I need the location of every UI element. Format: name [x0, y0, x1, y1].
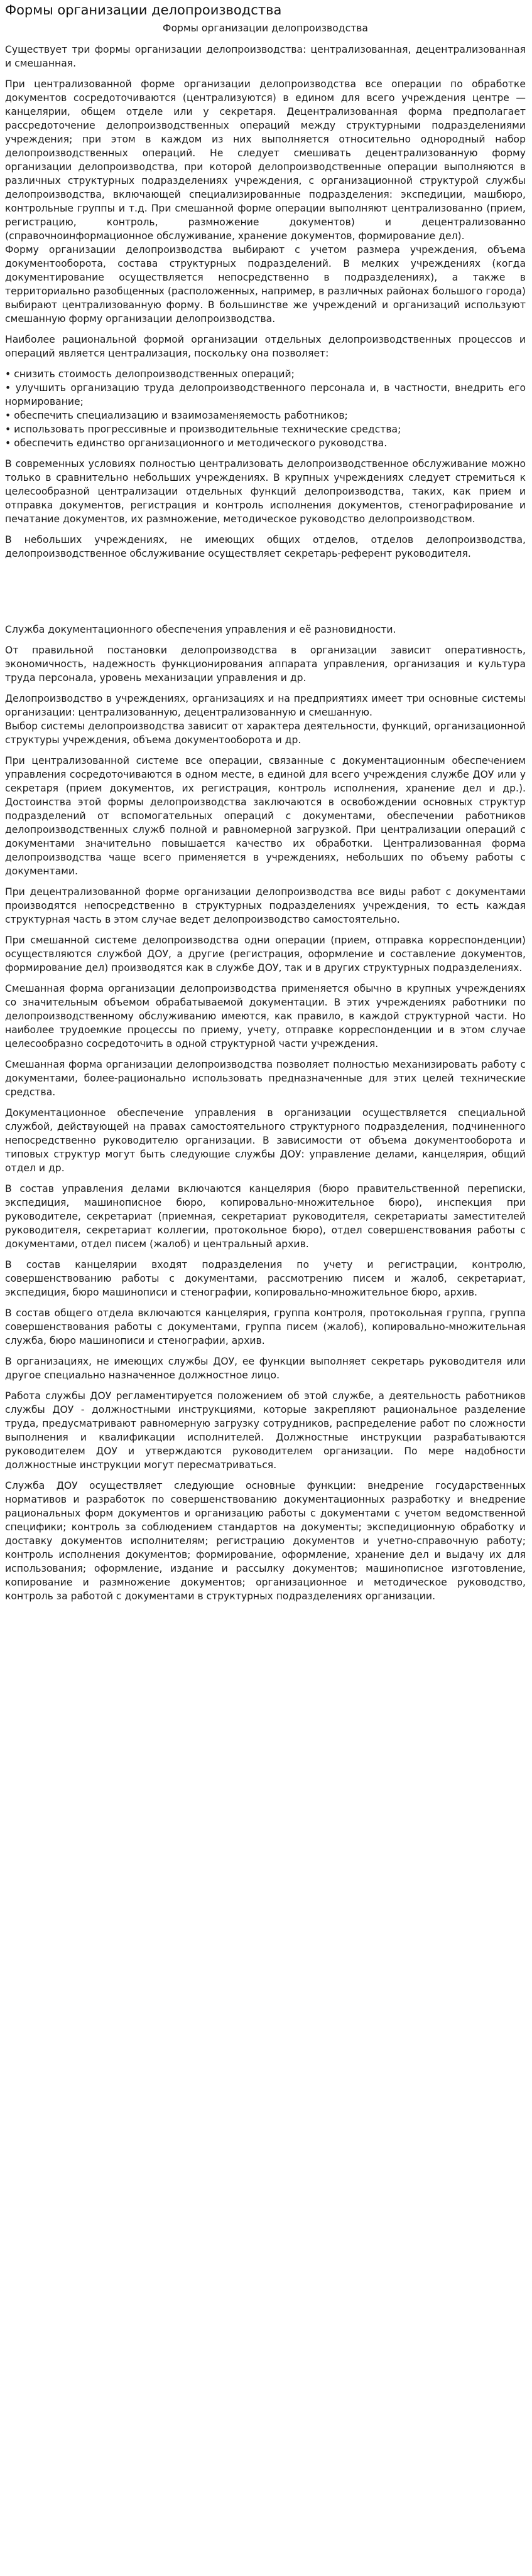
paragraph: От правильной постановки делопроизводства в организации зависит оперативность, экономичность, надежность функционирования аппарата управления, организация и культура труда персонала, уровень механизации управления и др.: [5, 645, 526, 684]
paragraph: Делопроизводство в учреждениях, организациях и на предприятиях имеет три основные системы организации: централизованную, децентрализованную и смешанную.: [5, 693, 526, 718]
list-item: • использовать прогрессивные и производительные технические средства;: [5, 424, 401, 435]
paragraph: В состав управления делами включаются канцелярия (бюро правительственной переписки, экспедиция, машинописное бюро, копировально-множительное бюро), инспекция при руководителе, секретариат (приемная, секретариат руководителя, секретариаты заместителей руководителя, секретариат коллегии, протокольное бюро), отдел совершенствования работы с документами, отдел писем (жалоб) и центральный архив.: [5, 1183, 526, 1250]
blank-space: [5, 567, 526, 623]
paragraph: Работа службы ДОУ регламентируется положением об этой службе, а деятельность работников службы ДОУ - должностными инструкциями, которые закрепляют рациональное разделение труда, предусматривают равномерную загрузку сотрудников, распределение работ по сложности выполнения и квалификации исполнителей. Должностные инструкции разрабатываются руководителем ДОУ и утверждаются руководителем организации. По мере надобности должностные инструкции могут пересматриваться.: [5, 1390, 526, 1471]
paragraph: Служба ДОУ осуществляет следующие основные функции: внедрение государственных нормативов и разработок по совершенствованию документационных разработку и внедрение рациональных форм документов и организацию работы с документами с учетом ведомственной специфики; контроль за соблюдением стандартов на документы; экспедиционную обработку и доставку документов исполнителям; регистрацию документов и учетно-справочную работу; контроль исполнения документов; формирование, оформление, хранение дел и выдачу их для использования; оформление, издание и рассылку документов; машинописное изготовление, копирование и размножение документов; организационное и методическое руководство, контроль за работой с документами в структурных подразделениях организации.: [5, 1480, 526, 1602]
paragraph: При централизованной форме организации делопроизводства все операции по обработке документов сосредоточиваются (централизуются) в едином для всего учреждения центре — канцелярии, общем отделе или у секретаря. Децентрализованная форма предполагает рассредоточение делопроизводственных операций между структурными подразделениями учреждения; при этом в каждом из них выполняется относительно однородный набор делопроизводственных операций. Не следует смешивать децентрализованную форму организации делопроизводства, при которой делопроизводственные операции выполняются в различных структурных подразделениях учреждения, с организационной структурой службы делопроизводства, включающей специализированные подразделения: экспедиции, машбюро, контрольные группы и т.д. При смешанной форме операции выполняют централизованно (прием, регистрацию, контроль, размножение документов) и децентрализованно (справочноинформационное обслуживание, хранение документов, формирование дел).: [5, 78, 526, 242]
list-item: • обеспечить специализацию и взаимозаменяемость работников;: [5, 410, 348, 421]
paragraph: В современных условиях полностью централизовать делопроизводственное обслуживание можно только в сравнительно небольших учреждениях. В крупных учреждениях следует стремиться к целесообразной централизации отдельных функций делопроизводства, таких, как прием и отправка документов, регистрация и контроль исполнения документов, стенографирование и печатание документов, их размножение, методическое руководство делопроизводством.: [5, 458, 526, 525]
list-item: • обеспечить единство организационного и методического руководства.: [5, 437, 388, 449]
paragraph: В небольших учреждениях, не имеющих общих отделов, отделов делопроизводства, делопроизводственное обслуживание осуществляет секретарь-референт руководителя.: [5, 534, 526, 559]
paragraph: Форму организации делопроизводства выбирают с учетом размера учреждения, объема документооборота, состава структурных подразделений. В мелких учреждениях (когда документирование осуществляется непосредственно в подразделениях), а также в территориально разобщенных (расположенных, например, в различных районах большого города) выбирают централизованную форму. В большинстве же учреждений и организаций используют смешанную форму организации делопроизводства.: [5, 244, 526, 325]
paragraph: При централизованной системе все операции, связанные с документационным обеспечением управления сосредоточиваются в одном месте, в единой для всего учреждения службе ДОУ или у секретаря (прием документов, их регистрация, контроль исполнения, хранение дел и др.). Достоинства этой формы делопроизводства заключаются в освобождении основных структур подразделений от вспомогательных операций с документами, обеспечении работников делопроизводственных служб полной и равномерной загрузкой. При централизации операций с документами значительно повышается качество их обработки. Централизованная форма делопроизводства чаще всего применяется в учреждениях, небольших по объему работы с документами.: [5, 755, 526, 877]
page-title: Формы организации делопроизводства: [5, 3, 282, 18]
paragraph: Существует три формы организации делопроизводства: централизованная, децентрализованная и смешанная.: [5, 44, 526, 69]
paragraph: Наиболее рациональной формой организации отдельных делопроизводственных процессов и операций является централизация, поскольку она позволяет:: [5, 334, 526, 359]
paragraph: Смешанная форма организации делопроизводства позволяет полностью механизировать работу с документами, более-рационально использовать предназначенные для этих целей технические средства.: [5, 1059, 526, 1098]
section-heading: Служба документационного обеспечения управления и её разновидности.: [5, 624, 396, 635]
list-item: • улучшить организацию труда делопроизводственного персонала и, в частности, внедрить его нормирование;: [5, 382, 526, 407]
paragraph: В организациях, не имеющих службы ДОУ, ее функции выполняет секретарь руководителя или другое специально назначенное должностное лицо.: [5, 1356, 526, 1381]
paragraph: Документационное обеспечение управления в организации осуществляется специальной службой, действующей на правах самостоятельного структурного подразделения, подчиненного непосредственно руководителю организации. В зависимости от объема документооборота и типовых структур могут быть следующие службы ДОУ: управление делами, канцелярия, общий отдел и др.: [5, 1107, 526, 1174]
document-subtitle: Формы организации делопроизводства: [163, 23, 368, 34]
paragraph: В состав общего отдела включаются канцелярия, группа контроля, протокольная группа, группа совершенствования работы с документами, группа писем (жалоб), копировально-множительная служба, бюро машинописи и стенографии, архив.: [5, 1307, 526, 1346]
advantages-list: [5, 367, 526, 450]
paragraph: При децентрализованной форме организации делопроизводства все виды работ с документами производятся непосредственно в структурных подразделениях учреждения, то есть каждая структурная часть в этом случае ведет делопроизводство самостоятельно.: [5, 886, 526, 925]
list-item: • снизить стоимость делопроизводственных операций;: [5, 368, 295, 380]
paragraph: Выбор системы делопроизводства зависит от характера деятельности, функций, организационной структуры учреждения, объема документооборота и др.: [5, 721, 526, 746]
paragraph: При смешанной системе делопроизводства одни операции (прием, отправка корреспонденции) осуществляются службой ДОУ, а другие (регистрация, оформление и составление документов, формирование дел) производятся как в службе ДОУ, так и в других структурных подразделениях.: [5, 935, 526, 974]
paragraph: В состав канцелярии входят подразделения по учету и регистрации, контролю, совершенствованию работы с документами, рассмотрению писем и жалоб, секретариат, экспедиция, бюро машинописи и стенографии, копировально-множительное бюро, архив.: [5, 1259, 526, 1298]
paragraph: Смешанная форма организации делопроизводства применяется обычно в крупных учреждениях со значительным объемом обрабатываемой документации. В этих учреждениях работники по делопроизводственному обслуживанию имеются, как правило, в каждой структурной части. Но наиболее трудоемкие процессы по приему, учету, отправке корреспонденции и в этом случае целесообразно сосредоточить в одной структурной части учреждения.: [5, 983, 526, 1049]
